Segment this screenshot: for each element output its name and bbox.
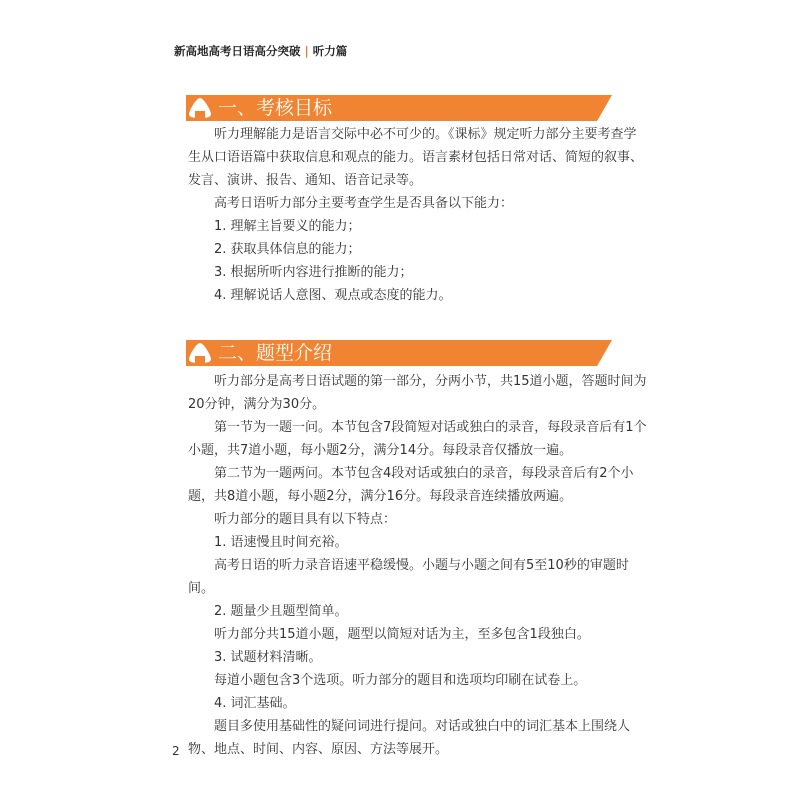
page-number: 2 bbox=[172, 744, 180, 758]
paragraph-line: 题，共8道小题，每小题2分，满分16分。每段录音连续播放两遍。 bbox=[188, 489, 573, 504]
paragraph-line: 间。 bbox=[188, 581, 215, 596]
paragraph-line: 听力部分是高考日语试题的第一部分，分两小节，共15道小题，答题时间为 bbox=[214, 374, 647, 389]
onigiri-icon bbox=[188, 342, 212, 364]
section-title-2: 二、题型介绍 bbox=[218, 342, 333, 364]
header-section: 听力篇 bbox=[312, 44, 348, 58]
paragraph-line: 听力理解能力是语言交际中必不可少的。《课标》规定听力部分主要考查学 bbox=[214, 127, 637, 142]
paragraph-line: 第二节为一题两问。本节包含4段对话或独白的录音，每段录音后有2个小 bbox=[214, 466, 634, 481]
list-item: 1. 理解主旨要义的能力； bbox=[214, 219, 361, 234]
section-title-1: 一、考核目标 bbox=[218, 97, 333, 119]
list-item: 1. 语速慢且时间充裕。 bbox=[214, 535, 348, 550]
paragraph-line: 生从口语语篇中获取信息和观点的能力。语言素材包括日常对话、简短的叙事、 bbox=[188, 150, 644, 165]
paragraph-line: 第一节为一题一问。本节包含7段简短对话或独白的录音，每段录音后有1个 bbox=[214, 420, 647, 435]
list-item: 2. 获取具体信息的能力； bbox=[214, 242, 361, 257]
list-item: 4. 词汇基础。 bbox=[214, 696, 296, 711]
list-item: 3. 根据所听内容进行推断的能力； bbox=[214, 265, 413, 280]
list-item: 4. 理解说话人意图、观点或态度的能力。 bbox=[214, 288, 452, 303]
list-item: 2. 题量少且题型简单。 bbox=[214, 604, 348, 619]
paragraph-line: 听力部分共15道小题，题型以简短对话为主，至多包含1段独白。 bbox=[214, 627, 590, 642]
onigiri-icon bbox=[188, 97, 212, 119]
paragraph-line: 题目多使用基础性的疑问词进行提问。对话或独白中的词汇基本上围绕人 bbox=[214, 719, 631, 734]
header-separator: | bbox=[304, 44, 309, 58]
paragraph-line: 高考日语的听力录音语速平稳缓慢。小题与小题之间有5至10秒的审题时 bbox=[214, 558, 629, 573]
paragraph-line: 听力部分的题目具有以下特点： bbox=[214, 512, 397, 527]
book-title: 新高地高考日语高分突破 bbox=[174, 44, 301, 58]
paragraph-line: 小题，共7道小题，每小题2分，满分14分。每段录音仅播放一遍。 bbox=[188, 443, 573, 458]
paragraph-line: 发言、演讲、报告、通知、语音记录等。 bbox=[188, 173, 423, 188]
paragraph-line: 每道小题包含3个选项。听力部分的题目和选项均印刷在试卷上。 bbox=[214, 673, 587, 688]
paragraph-line: 高考日语听力部分主要考查学生是否具备以下能力： bbox=[214, 196, 514, 211]
paragraph-line: 物、地点、时间、内容、原因、方法等展开。 bbox=[188, 742, 449, 757]
list-item: 3. 试题材料清晰。 bbox=[214, 650, 322, 665]
paragraph-line: 20分钟，满分为30分。 bbox=[188, 397, 326, 412]
running-header bbox=[174, 43, 347, 59]
